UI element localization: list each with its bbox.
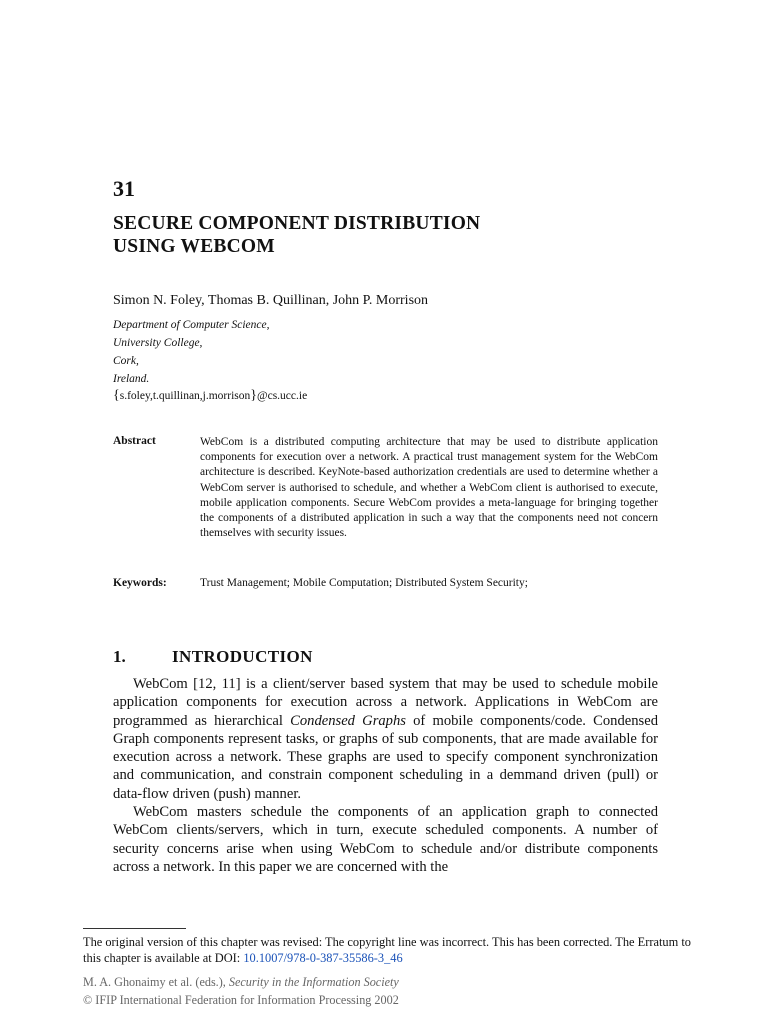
footer-editors: M. A. Ghonaimy et al. (eds.), (83, 975, 229, 989)
footnote-divider (83, 928, 186, 929)
page-footer (83, 973, 399, 1009)
affiliation-department: Department of Computer Science, (113, 319, 270, 331)
paragraph-1-italic-term: Condensed Graphs (290, 712, 406, 729)
affiliation-university: University College, (113, 337, 203, 349)
section-number: 1. (113, 647, 126, 666)
authors: Simon N. Foley, Thomas B. Quillinan, John P. Morrison (113, 293, 429, 308)
section-title: INTRODUCTION (172, 647, 313, 666)
paragraph-2: WebCom masters schedule the components of an application graph to connected WebCom clients/servers, which in turn, execute scheduled components. A number of security concerns arise when using WebCom to schedule and/or distribute components across a network. In this paper we are concerned with the (113, 804, 658, 875)
author-emails (113, 388, 307, 404)
chapter-number: 31 (113, 176, 135, 201)
paragraph-1 (113, 675, 658, 803)
affiliation-city: Cork, (113, 355, 139, 367)
chapter-title-line-1: SECURE COMPONENT DISTRIBUTION (113, 213, 481, 234)
affiliation-country: Ireland. (113, 373, 150, 385)
abstract-text: WebCom is a distributed computing architecture that may be used to distribute application components for execution over a network. A practical trust management system for the WebCom architecture is described. KeyNote-based authorization credentials are used to determine whether a WebCom server is authorised to schedule, and whether a WebCom client is authorised to execute, mobile application components. Secure WebCom provides a meta-language for bringing together the components of a distributed application in such a way that the components need not concern themselves with security issues. (200, 436, 658, 540)
keywords-label: Keywords: (113, 577, 167, 589)
abstract-label: Abstract (113, 435, 156, 447)
footer-book-title: Security in the Information Society (228, 975, 399, 989)
chapter-title (113, 212, 480, 258)
keywords-text: Trust Management; Mobile Computation; Distributed System Security; (200, 577, 528, 589)
email-names: s.foley,t.quillinan,j.morrison (119, 390, 251, 402)
erratum-note (83, 934, 703, 966)
footer-copyright: © IFIP International Federation for Information Processing 2002 (83, 993, 399, 1007)
email-domain: @cs.ucc.ie (257, 390, 308, 402)
email-brace-open: { (113, 388, 120, 403)
erratum-text: The original version of this chapter was revised: The copyright line was incorrect. This has been corrected. The Erratum to this chapter is available at DOI: (83, 935, 691, 965)
body-text (113, 675, 658, 876)
chapter-title-line-2: USING WEBCOM (113, 236, 275, 257)
erratum-doi-link[interactable]: 10.1007/978-0-387-35586-3_46 (243, 951, 403, 965)
email-brace-close: } (250, 388, 258, 403)
footer-citation (83, 973, 399, 991)
paragraph-1-start: WebCom [12, 11] is a client/server based system that may be used to schedule mobile application components for execution across a network. Applications in WebCom are programmed as hierarchical (113, 676, 658, 729)
affiliation (113, 316, 270, 388)
paragraph-1-end: of mobile components/code. Condensed Graph components represent tasks, or graphs of sub components, that are made available for execution across a network. These graphs are used to specify component synchronization and communication, and constrain component scheduling in a demmand driven (pull) or data-flow driven (push) manner. (113, 712, 658, 802)
